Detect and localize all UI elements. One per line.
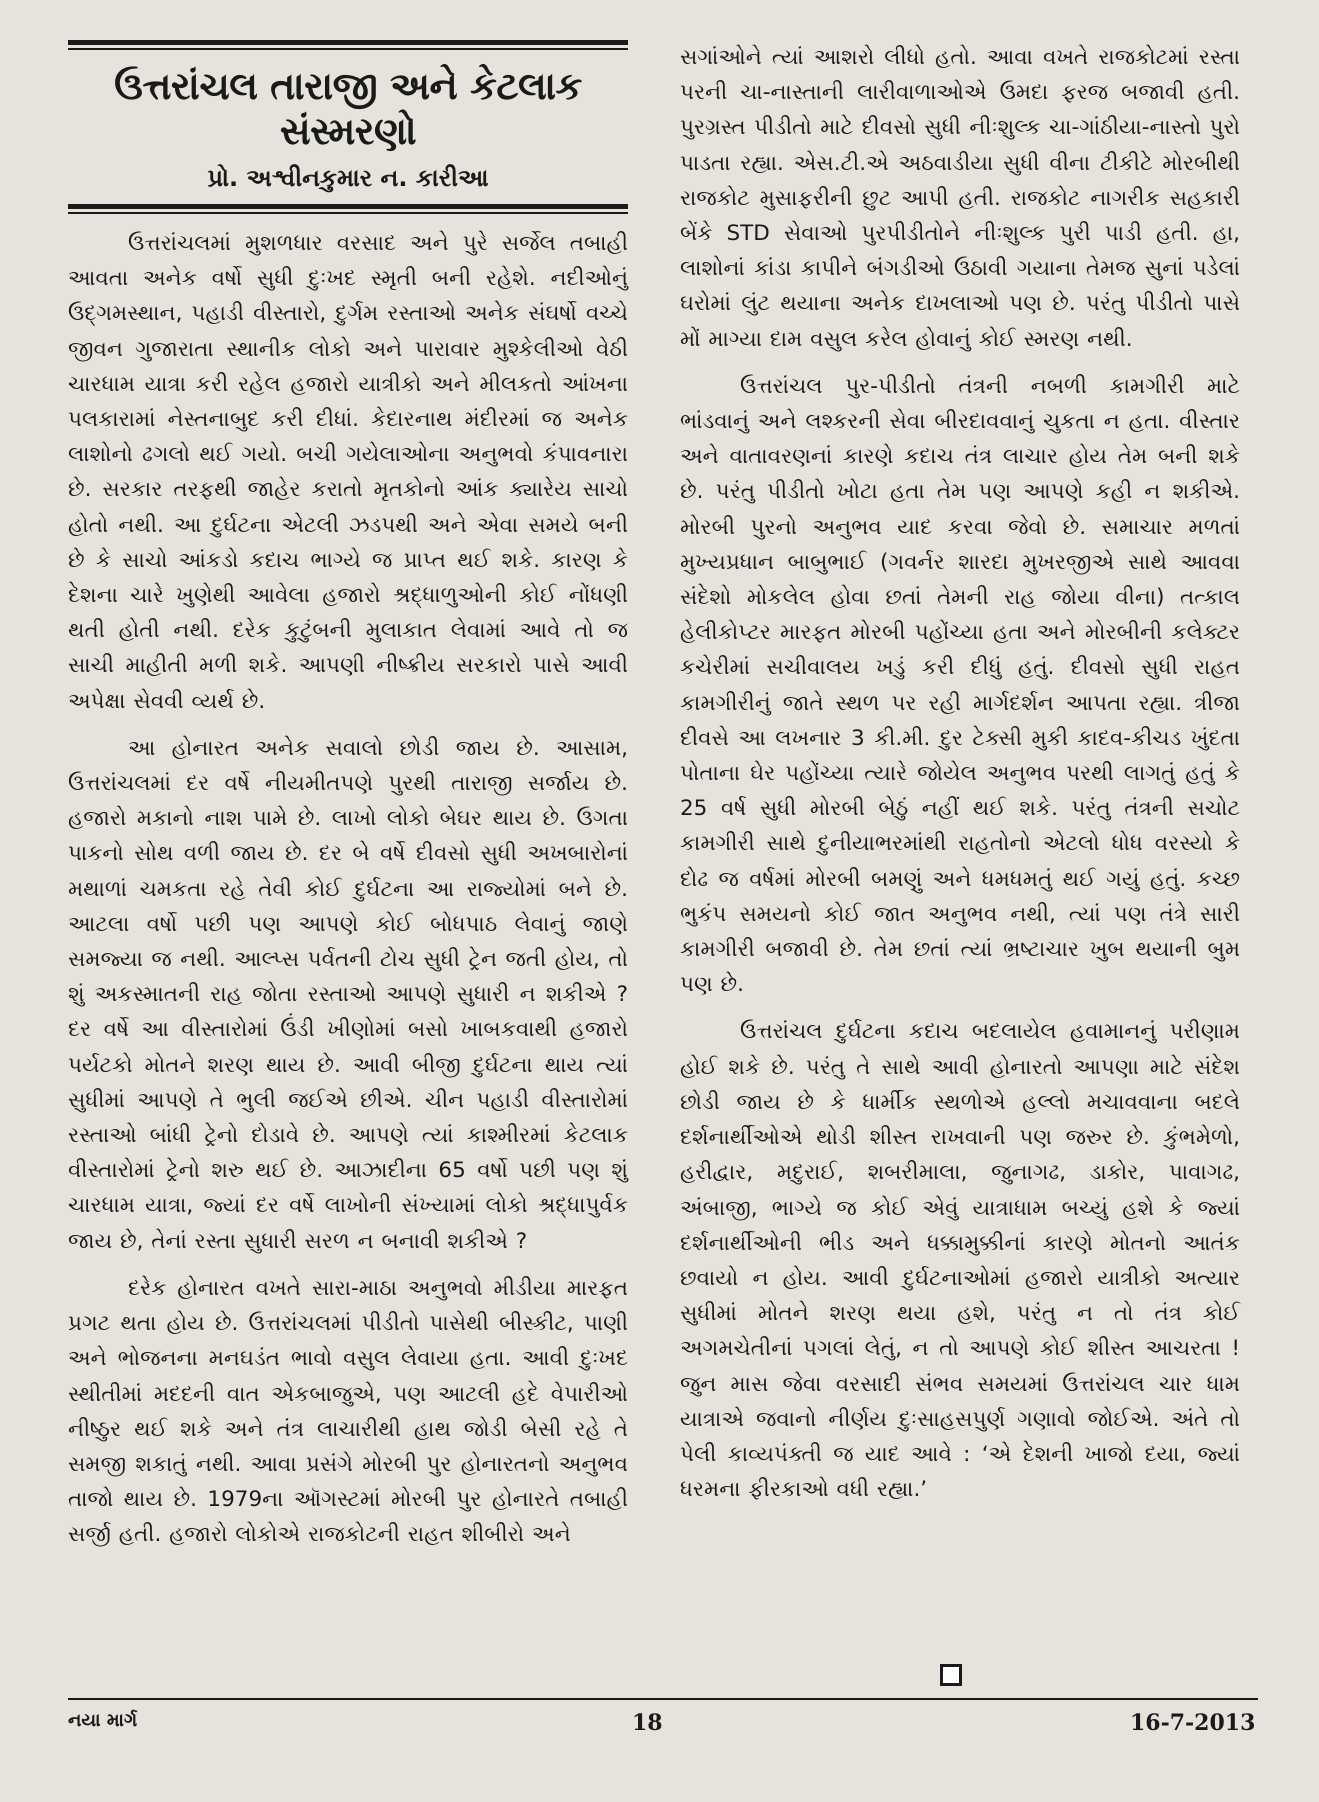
paragraph: ઉત્તરાંચલમાં મુશળધાર વરસાદ અને પુરે સર્જેલ તબાહી આવતા અનેક વર્ષો સુધી દુઃખદ સ્મૃતી બની રહેશે. નદીઓનું ઉદ્ગમસ્થાન, પહાડી વીસ્તારો, દુર્ગમ રસ્તાઓ અનેક સંઘર્ષો વચ્ચે જીવન ગુજારાતા સ્થાનીક લોકો અને પારાવાર મુશ્કેલીઓ વેઠી ચારધામ યાત્રા કરી રહેલ હજારો યાત્રીકો અને મીલકતો આંખના પલકારામાં નેસ્તનાબુદ કરી દીધાં. કેદારનાથ મંદીરમાં જ અનેક લાશોનો ઢગલો થઈ ગયો. બચી ગયેલાઓના અનુભવો કંપાવનારા છે. સરકાર તરફથી જાહેર કરાતો મૃતકોનો આંક ક્યારેય સાચો હોતો નથી. આ દુર્ઘટના એટલી ઝડપથી અને એવા સમયે બની છે કે સાચો આંકડો કદાચ ભાગ્યે જ પ્રાપ્ત થઈ શકે. કારણ કે દેશના ચારે ખુણેથી આવેલા હજારો શ્રદ્ધાળુઓની કોઈ નોંધણી થતી હોતી નથી. દરેક કુટુંબની મુલાકાત લેવામાં આવે તો જ સાચી માહીતી મળી શકે. આપણી નીષ્ક્રીય સરકારો પાસે આવી અપેક્ષા સેવવી વ્યર્થ છે.	[68, 231, 628, 714]
paragraph: ઉત્તરાંચલ દુર્ઘટના કદાચ બદલાયેલ હવામાનનું પરીણામ હોઈ શકે છે. પરંતુ તે સાથે આવી હોનારતો આપણા માટે સંદેશ છોડી જાય છે કે ધાર્મીક સ્થળોએ હલ્લો મચાવવાના બદલે દર્શનાર્થીઓએ થોડી શીસ્ત રાખવાની પણ જરુર છે. કુંભમેળો, હરીદ્વાર, મદુરાઈ, શબરીમાલા, જુનાગઢ, ડાકોર, પાવાગઢ, અંબાજી, ભાગ્યે જ કોઈ એવું યાત્રાધામ બચ્યું હશે કે જ્યાં દર્શનાર્થીઓની ભીડ અને ધક્કામુક્કીનાં કારણે મોતનો આતંક છવાયો ન હોય. આવી દુર્ઘટનાઓમાં હજારો યાત્રીકો અત્યાર સુધીમાં મોતને શરણ થયા હશે, પરંતુ ન તો તંત્ર કોઈ અગમચેતીનાં પગલાં લેતું, ન તો આપણે કોઈ શીસ્ત આચરતા ! જુન માસ જેવા વરસાદી સંભવ સમયમાં ઉત્તરાંચલ ચાર ધામ યાત્રાએ જવાનો નીર્ણય દુઃસાહસપુર્ણ ગણાવો જોઈએ. અંતે તો પેલી કાવ્યપંક્તી જ યાદ આવે : ‘એ દેશની ખાજો દયા, જ્યાં ધરમના ફીરકાઓ વધી રહ્યા.’	[680, 1019, 1240, 1503]
paragraph: ઉત્તરાંચલ પુર-પીડીતો તંત્રની નબળી કામગીરી માટે ભાંડવાનું અને લશ્કરની સેવા બીરદાવવાનું ચુકતા ન હતા. વીસ્તાર અને વાતાવરણનાં કારણે કદાચ તંત્ર લાચાર હોય તેમ બની શકે છે. પરંતુ પીડીતો ખોટા હતા તેમ પણ આપણે કહી ન શકીએ. મોરબી પુરનો અનુભવ યાદ કરવા જેવો છે. સમાચાર મળતાં મુખ્યપ્રધાન બાબુભાઈ (ગવર્નર શારદા મુખરજીએ સાથે આવવા સંદેશો મોકલેલ હોવા છતાં તેમની રાહ જોયા વીના) તત્કાલ હેલીકોપ્ટર મારફત મોરબી પહોંચ્યા હતા અને મોરબીની કલેક્ટર કચેરીમાં સચીવાલય ખડું કરી દીધું હતું. દીવસો સુધી રાહત કામગીરીનું જાતે સ્થળ પર રહી માર્ગદર્શન આપતા રહ્યા. ત્રીજા દીવસે આ લખનાર 3 કી.મી. દુર ટેક્સી મુકી કાદવ-કીચડ ખુંદતા પોતાના ઘેર પહોંચ્યા ત્યારે જોયેલ અનુભવ પરથી લાગતું હતું કે 25 વર્ષ સુધી મોરબી બેઠું નહીં થઈ શકે. પરંતુ તંત્રની સચોટ કામગીરી સાથે દુનીયાભરમાંથી રાહતોનો એટલો ધોધ વરસ્યો કે દોઢ જ વર્ષમાં મોરબી બમણું અને ધમધમતું થઈ ગયું હતું. કચ્છ ભુકંપ સમયનો કોઈ જાત અનુભવ નથી, ત્યાં પણ તંત્રે સારી કામગીરી બજાવી છે. તેમ છતાં ત્યાં ભ્રષ્ટાચાર ખુબ થયાની બુમ પણ છે.	[680, 373, 1240, 998]
right-column	[680, 40, 1240, 1519]
end-of-article-mark	[940, 1664, 962, 1686]
paragraph: આ હોનારત અનેક સવાલો છોડી જાય છે. આસામ, ઉત્તરાંચલમાં દર વર્ષે નીયમીતપણે પુરથી તારાજી સર્જાય છે. હજારો મકાનો નાશ પામે છે. લાખો લોકો બેઘર થાય છે. ઉગતા પાકનો સોથ વળી જાય છે. દર બે વર્ષે દીવસો સુધી અખબારોનાં મથાળાં ચમકતા રહે તેવી કોઈ દુર્ઘટના આ રાજ્યોમાં બને છે. આટલા વર્ષો પછી પણ આપણે કોઈ બોધપાઠ લેવાનું જાણે સમજ્યા જ નથી. આલ્પ્સ પર્વતની ટોચ સુધી ટ્રેન જતી હોય, તો શું અકસ્માતની રાહ જોતા રસ્તાઓ આપણે સુધારી ન શકીએ ? દર વર્ષે આ વીસ્તારોમાં ઉંડી ખીણોમાં બસો ખાબકવાથી હજારો પર્યટકો મોતને શરણ થાય છે. આવી બીજી દુર્ઘટના થાય ત્યાં સુધીમાં આપણે તે ભુલી જઈએ છીએ. ચીન પહાડી વીસ્તારોમાં રસ્તાઓ બાંધી ટ્રેનો દોડાવે છે. આપણે ત્યાં કાશ્મીરમાં કેટલાક વીસ્તારોમાં ટ્રેનો શરુ થઈ છે. આઝાદીના 65 વર્ષો પછી પણ શું ચારધામ યાત્રા, જ્યાં દર વર્ષે લાખોની સંખ્યામાં લોકો શ્રદ્ધાપુર્વક જાય છે, તેનાં રસ્તા સુધારી સરળ ન બનાવી શકીએ ?	[68, 735, 628, 1254]
article-author: પ્રો. અશ્વીનકુમાર ન. કારીઆ	[207, 164, 489, 192]
paragraph: દરેક હોનારત વખતે સારા-માઠા અનુભવો મીડીયા મારફત પ્રગટ થતા હોય છે. ઉત્તરાંચલમાં પીડીતો પાસેથી બીસ્કીટ, પાણી અને ભોજનના મનઘડંત ભાવો વસુલ લેવાયા હતા. આવી દુઃખદ સ્થીતીમાં મદદની વાત એકબાજુએ, પણ આટલી હદે વેપારીઓ નીષ્ઠુર થઈ શકે અને તંત્ર લાચારીથી હાથ જોડી બેસી રહે તે સમજી શકાતું નથી. આવા પ્રસંગે મોરબી પુર હોનારતનો અનુભવ તાજો થાય છે. 1979ના ઑગસ્ટમાં મોરબી પુર હોનારતે તબાહી સર્જી હતી. હજારો લોકોએ રાજકોટની રાહત શીબીરો અને	[68, 1275, 628, 1548]
title-rule-top	[68, 40, 628, 45]
page-number: 18	[632, 1710, 663, 1736]
title-rule-bottom-thin	[68, 212, 628, 214]
title-rule-bottom	[68, 204, 628, 209]
article-title: ઉત્તરાંચલ તારાજી અને કેટલાક સંસ્મરણો	[114, 64, 582, 153]
issue-date: 16-7-2013	[1130, 1710, 1256, 1736]
paragraph: સગાંઓને ત્યાં આશરો લીધો હતો. આવા વખતે રાજકોટમાં રસ્તા પરની ચા-નાસ્તાની લારીવાળાઓએ ઉમદા ફરજ બજાવી હતી. પુરગ્રસ્ત પીડીતો માટે દીવસો સુધી નીઃશુલ્ક ચા-ગાંઠીયા-નાસ્તો પુરો પાડતા રહ્યા. એસ.ટી.એ અઠવાડીયા સુધી વીના ટીકીટે મોરબીથી રાજકોટ મુસાફરીની છુટ આપી હતી. રાજકોટ નાગરીક સહકારી બેંકે STD સેવાઓ પુરપીડીતોને નીઃશુલ્ક પુરી પાડી હતી. હા, લાશોનાં કાંડા કાપીને બંગડીઓ ઉઠાવી ગયાના તેમજ સુનાં પડેલાં ઘરોમાં લુંટ થયાના અનેક દાખલાઓ પણ છે. પરંતુ પીડીતો પાસે મોં માગ્યા દામ વસુલ કરેલ હોવાનું કોઈ સ્મરણ નથી.	[680, 45, 1240, 352]
title-rule-top-thin	[68, 48, 628, 50]
left-column	[68, 40, 628, 1565]
footer-rule	[68, 1698, 1258, 1700]
publication-name: નયા માર્ગ	[68, 1710, 138, 1731]
